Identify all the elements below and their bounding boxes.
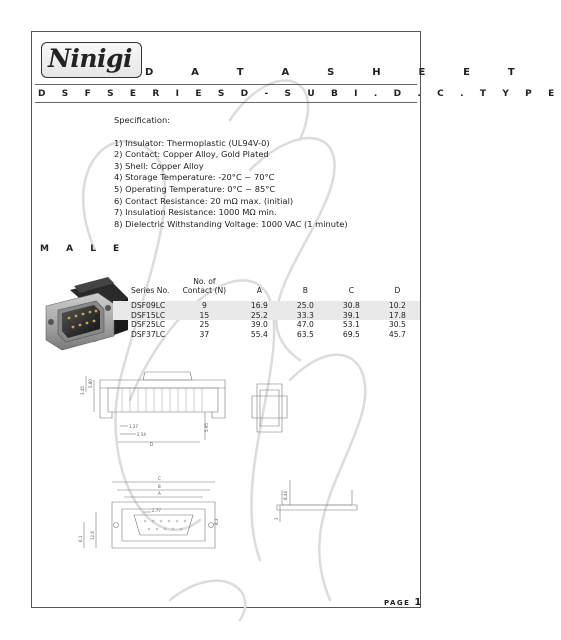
cell-series: DSF09LC [113,301,172,311]
cell-contact: 37 [199,329,210,339]
cell-b: 25.0 [282,301,328,311]
dim-label: C [158,476,161,481]
cell-c: 69.5 [342,329,360,339]
cell-d: 10.2 [374,301,420,311]
cell-a: 55.4 [250,329,268,339]
brand-logo-text: Ninigi [48,44,132,73]
column-header-series: Series No. [131,286,170,295]
spec-item: 4) Storage Temperature: -20°C ~ 70°C [114,172,275,183]
cell-c: 30.8 [328,301,374,311]
dim-label: D [150,442,154,447]
spec-item: 1) Insulator: Thermoplastic (UL94V-0) [114,137,270,148]
column-header-contact: No. of Contact (N) [182,277,227,295]
column-header-a: A [256,286,262,295]
cell-b: 47.0 [296,320,314,329]
specification-heading: Specification: [114,115,171,125]
page-number: 1 [414,597,422,608]
spec-item: 6) Contact Resistance: 20 mΩ max. (initial) [114,195,294,206]
dim-label: 8.44 [283,491,288,500]
cell-c: 39.1 [328,311,374,321]
cell-series: DSF25LC [131,320,166,329]
dim-label: B [158,484,161,489]
cell-contact: 25 [199,320,210,329]
column-header-b: B [302,286,308,295]
cell-contact: 9 [172,301,236,311]
cell-series: DSF37LC [131,329,166,339]
spec-item: 5) Operating Temperature: 0°C ~ 85°C [114,183,276,194]
section-male-label: M A L E [40,244,127,254]
dim-label: 12.6 [90,531,95,540]
dim-label: 3 [274,517,279,520]
cell-d: 30.5 [388,320,406,329]
dim-label: 6.1 [78,535,83,542]
cell-series: DSF15LC [113,311,172,321]
dim-label: 8.3 [214,518,219,525]
cell-a: 16.9 [236,301,282,311]
page-indicator [384,597,421,608]
datasheet-title: D A T A S H E E T [145,67,532,78]
cell-contact: 15 [172,311,236,321]
spec-item: 7) Insulation Resistance: 1000 MΩ min. [114,207,277,218]
spec-item: 2) Contact: Copper Alloy, Gold Plated [114,149,269,160]
dim-label: A [158,491,161,496]
dim-label: 5.80 [88,379,93,388]
cell-d: 17.8 [374,311,420,321]
cell-b: 33.3 [282,311,328,321]
page-word: PAGE [384,599,411,607]
spec-item: 8) Dielectric Withstanding Voltage: 1000 VAC (1 minute) [114,218,348,229]
series-title: D S F S E R I E S D - S U B I . D . C . T Y P E [38,89,561,99]
cell-a: 25.2 [236,311,282,321]
dim-label: 5.95 [204,423,209,432]
cell-d: 45.7 [388,329,406,339]
cell-a: 39.0 [250,320,268,329]
dim-label: 1.27 [129,424,138,429]
spec-item: 3) Shell: Copper Alloy [114,160,204,171]
dim-label: 2.54 [137,432,146,437]
dim-label: 2.77 [152,508,161,513]
column-header-d: D [394,286,401,295]
column-header-c: C [348,286,355,295]
dim-label: 3.45 [80,386,85,395]
cell-b: 63.5 [296,329,314,339]
cell-c: 53.1 [342,320,360,329]
